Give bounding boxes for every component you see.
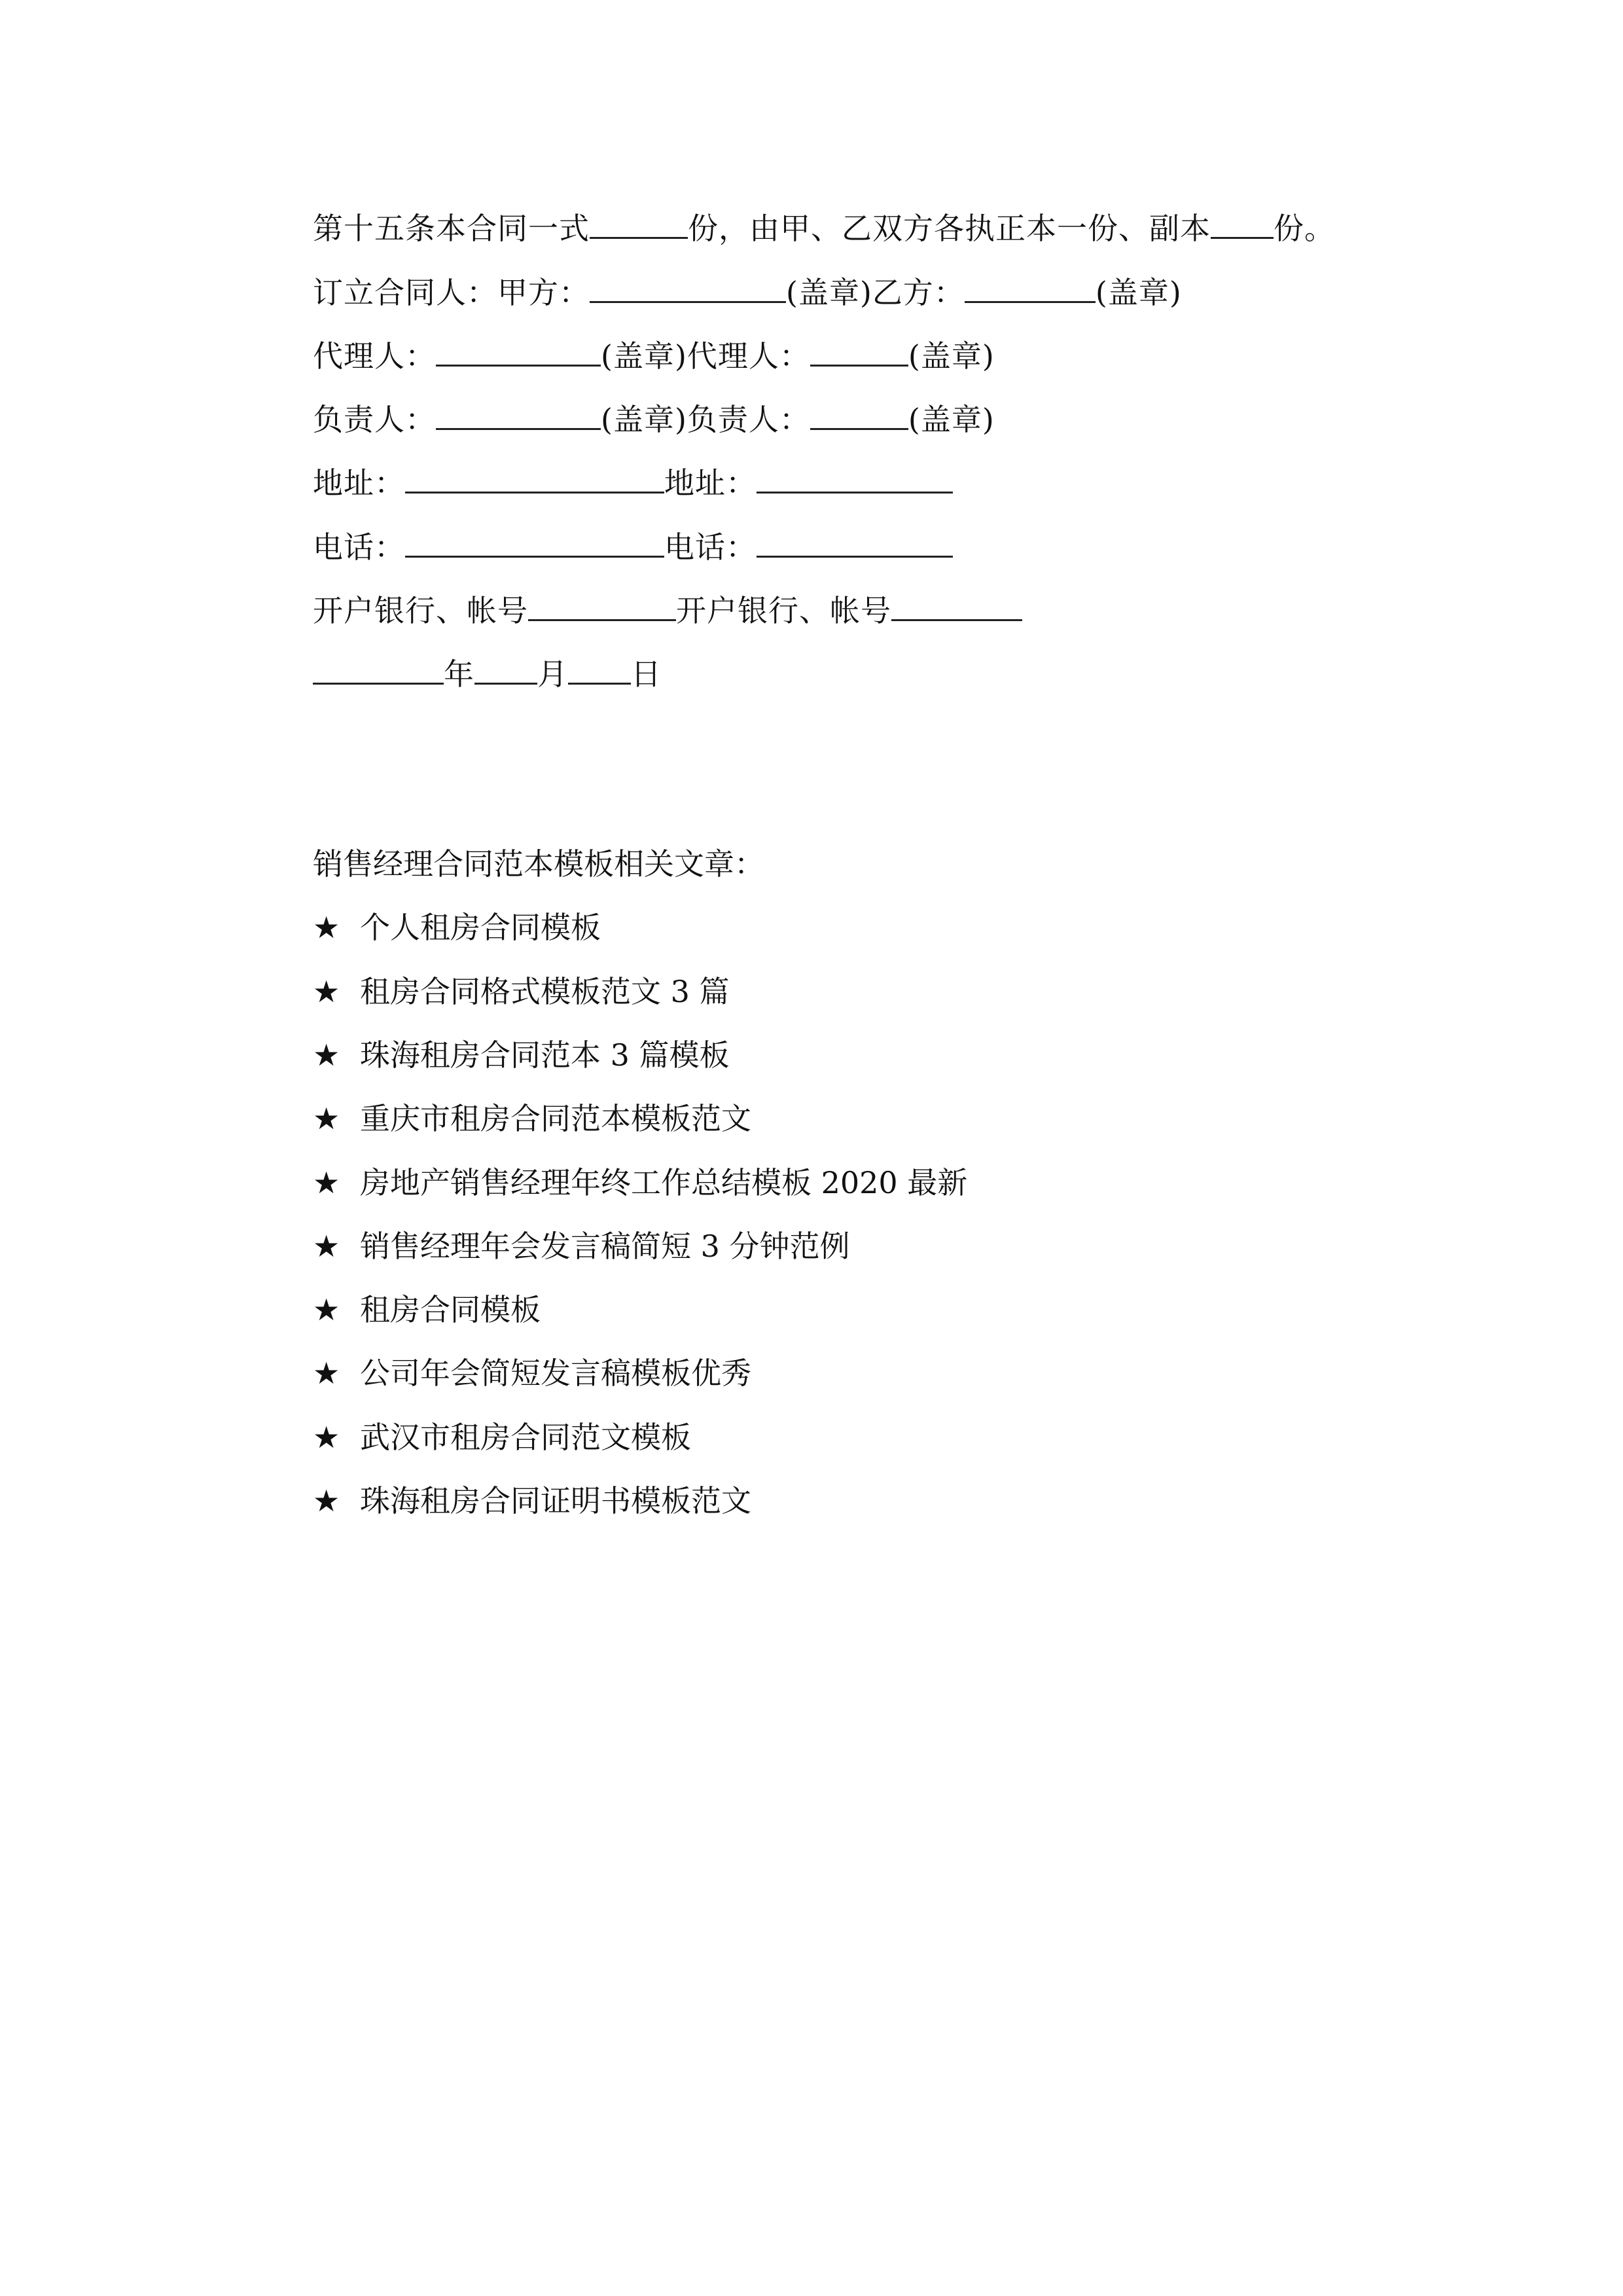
related-article-link[interactable] — [313, 1354, 751, 1393]
responsible-line — [313, 399, 995, 439]
phone-a-blank — [405, 527, 664, 558]
related-article-title: 销售经理年会发言稿简短 3 分钟范例 — [360, 1229, 850, 1264]
related-article-title: 租房合同模板 — [360, 1292, 541, 1327]
related-article-link[interactable] — [313, 1163, 967, 1202]
address-line — [313, 463, 953, 502]
related-article-title: 公司年会简短发言稿模板优秀 — [360, 1355, 751, 1391]
bank-line — [313, 590, 1022, 630]
star-icon: ★ — [313, 910, 340, 945]
star-icon: ★ — [313, 974, 340, 1009]
related-article-title: 个人租房合同模板 — [360, 910, 601, 945]
related-article-title: 珠海租房合同范本 3 篇模板 — [360, 1037, 730, 1073]
related-article-link[interactable] — [313, 1290, 541, 1329]
related-article-link[interactable] — [313, 1099, 751, 1138]
bank-a-blank — [528, 590, 676, 621]
signatory-line — [313, 272, 1182, 312]
agent-line — [313, 336, 995, 375]
phone-label-1: 电话： — [313, 529, 405, 565]
bank-label-1: 开户银行、帐号 — [313, 593, 528, 628]
agent-a-blank — [436, 336, 601, 367]
clause-15-text-1: 第十五条本合同一式 — [313, 211, 590, 246]
clause-15 — [313, 208, 1335, 247]
related-article-title: 租房合同格式模板范文 3 篇 — [360, 974, 730, 1009]
month-label: 月 — [537, 656, 568, 692]
related-articles-title: 销售经理合同范本模板相关文章： — [313, 846, 764, 882]
star-icon: ★ — [313, 1420, 340, 1455]
responsible-seal-1: (盖章)负责人： — [601, 402, 810, 437]
responsible-seal-2: (盖章) — [908, 402, 995, 437]
related-article-title: 武汉市租房合同范文模板 — [360, 1420, 691, 1455]
star-icon: ★ — [313, 1229, 340, 1264]
address-a-blank — [405, 463, 664, 493]
related-article-link[interactable] — [313, 972, 730, 1011]
day-label: 日 — [631, 656, 662, 692]
party-b-blank — [965, 272, 1096, 303]
star-icon: ★ — [313, 1101, 340, 1136]
star-icon: ★ — [313, 1355, 340, 1391]
bank-label-2: 开户银行、帐号 — [676, 593, 891, 628]
related-article-link[interactable] — [313, 1481, 751, 1520]
phone-label-2: 电话： — [664, 529, 757, 565]
star-icon: ★ — [313, 1483, 340, 1518]
responsible-a-blank — [436, 399, 601, 430]
duplicate-copies-blank — [1211, 208, 1274, 239]
clause-15-text-2: 份，由甲、乙双方各执正本一份、副本 — [688, 211, 1211, 246]
related-article-link[interactable] — [313, 908, 601, 947]
agent-label: 代理人： — [313, 338, 436, 374]
phone-line — [313, 527, 953, 566]
year-label: 年 — [444, 656, 474, 692]
date-line — [313, 654, 662, 693]
related-article-link[interactable] — [313, 1227, 850, 1266]
star-icon: ★ — [313, 1292, 340, 1327]
copies-blank — [590, 208, 688, 239]
responsible-b-blank — [810, 399, 908, 430]
agent-seal-2: (盖章) — [908, 338, 995, 374]
related-article-link[interactable] — [313, 1035, 730, 1075]
clause-15-text-3: 份。 — [1274, 211, 1335, 246]
agent-seal-1: (盖章)代理人： — [601, 338, 810, 374]
star-icon: ★ — [313, 1037, 340, 1073]
signatory-label: 订立合同人：甲方： — [313, 275, 590, 310]
signatory-seal-1: (盖章)乙方： — [786, 275, 965, 310]
year-blank — [313, 654, 444, 685]
signatory-seal-2: (盖章) — [1095, 275, 1182, 310]
day-blank — [568, 654, 631, 685]
phone-b-blank — [757, 527, 953, 558]
responsible-label: 负责人： — [313, 402, 436, 437]
related-article-title: 珠海租房合同证明书模板范文 — [360, 1483, 751, 1518]
related-article-title: 重庆市租房合同范本模板范文 — [360, 1101, 751, 1136]
star-icon: ★ — [313, 1165, 340, 1200]
related-article-link[interactable] — [313, 1418, 691, 1457]
address-b-blank — [757, 463, 953, 493]
bank-b-blank — [891, 590, 1022, 621]
related-article-title: 房地产销售经理年终工作总结模板 2020 最新 — [360, 1165, 968, 1200]
party-a-blank — [590, 272, 786, 303]
address-label-2: 地址： — [664, 465, 757, 501]
month-blank — [474, 654, 537, 685]
address-label-1: 地址： — [313, 465, 405, 501]
agent-b-blank — [810, 336, 908, 367]
